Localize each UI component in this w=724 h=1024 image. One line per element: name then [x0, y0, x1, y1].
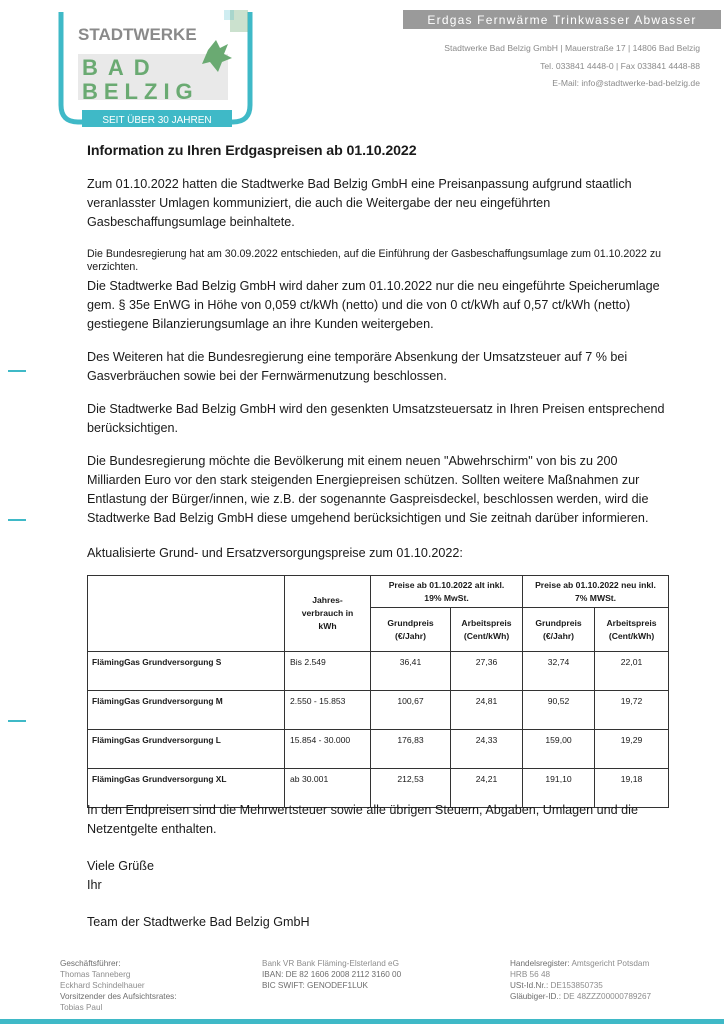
footer-hrb: HRB 56 48	[510, 970, 551, 979]
new-grundpreis: 191,10	[523, 769, 595, 808]
table-row	[88, 691, 669, 730]
price-table	[87, 575, 669, 808]
logo-line1: STADTWERKE	[78, 25, 197, 44]
new-arbeitspreis: 19,72	[595, 691, 669, 730]
fold-mark-1	[8, 370, 26, 372]
sender-line-address: Stadtwerke Bad Belzig GmbH | Mauerstraße 17 | 14806 Bad Belzig	[444, 43, 700, 53]
footer-glaeubiger-label: Gläubiger-ID.:	[510, 992, 561, 1001]
footer-ust-value: DE153850735	[550, 981, 603, 990]
table-row	[88, 730, 669, 769]
old-grundpreis: 36,41	[371, 652, 451, 691]
product-name: FlämingGas Grundversorgung XL	[88, 769, 285, 808]
footer-director-1: Thomas Tanneberg	[60, 970, 131, 979]
old-grundpreis: 176,83	[371, 730, 451, 769]
footer-register	[510, 958, 651, 1002]
stadtwerke-logo	[58, 10, 253, 130]
new-grundpreis: 90,52	[523, 691, 595, 730]
footer-accent-bar	[0, 1019, 724, 1024]
product-name: FlämingGas Grundversorgung L	[88, 730, 285, 769]
paragraph-6: Die Bundesregierung möchte die Bevölkerung mit einem neuen "Abwehrschirm" von bis zu 200 Milliarden Euro vor den stark steigenden Energiepreisen schützen. Sollten weitere Maßnahmen zur Entlastung der Bürger/innen, wie z.B. der sogenannte Gaspreisdeckel, beschlossen werden, wird die Stadtwerke Bad Belzig GmbH diese umgehend berücksichtigen und Sie zeitnah darüber informieren.	[87, 454, 649, 525]
greeting-ihr: Ihr	[87, 878, 102, 892]
letter-body	[87, 143, 669, 563]
new-arbeitspreis: 22,01	[595, 652, 669, 691]
letter-title: Information zu Ihren Erdgaspreisen ab 01.10.2022	[87, 143, 417, 159]
table-row	[88, 652, 669, 691]
new-grundpreis: 159,00	[523, 730, 595, 769]
header-group-old: Preise ab 01.10.2022 alt inkl. 19% MwSt.	[371, 576, 523, 608]
old-arbeitspreis: 27,36	[451, 652, 523, 691]
header-old-arbeitspreis: Arbeitspreis (Cent/kWh)	[451, 608, 523, 652]
footer-bank-name: Bank VR Bank Fläming-Elsterland eG	[262, 959, 399, 968]
header-consumption: Jahres-verbrauch in kWh	[285, 576, 371, 652]
consumption-range: Bis 2.549	[285, 652, 371, 691]
old-arbeitspreis: 24,21	[451, 769, 523, 808]
sender-line-phone: Tel. 033841 4448-0 | Fax 033841 4448-88	[540, 60, 700, 71]
consumption-range: ab 30.001	[285, 769, 371, 808]
old-grundpreis: 212,53	[371, 769, 451, 808]
table-intro: Aktualisierte Grund- und Ersatzversorgungspreise zum 01.10.2022:	[87, 546, 463, 560]
paragraph-3: Die Stadtwerke Bad Belzig GmbH wird daher zum 01.10.2022 nur die neu eingeführte Speicherumlage gem. § 35e EnWG in Höhe von 0,059 ct/kWh (netto) und die von 0 ct/kWh auf 0,57 ct/kWh (netto) gestiegene Bilanzierungsumlage an ihre Kunden weitergeben.	[87, 279, 660, 331]
footer-board-chair: Tobias Paul	[60, 1003, 103, 1012]
paragraph-5: Die Stadtwerke Bad Belzig GmbH wird den gesenkten Umsatzsteuersatz in Ihren Preisen entsprechend berücksichtigen.	[87, 402, 665, 435]
header-group-new: Preise ab 01.10.2022 neu inkl. 7% MWSt.	[523, 576, 669, 608]
price-note: In den Endpreisen sind die Mehrwertsteuer sowie alle übrigen Steuern, Abgaben, Umlagen und die Netzentgelte enthalten.	[87, 803, 638, 836]
footer-label-managing-director: Geschäftsführer:	[60, 959, 121, 968]
footer-bank	[262, 958, 401, 991]
logo-tagline: SEIT ÜBER 30 JAHREN	[102, 115, 212, 126]
footer-management	[60, 958, 177, 1013]
logo-line2: BAD	[82, 55, 160, 80]
footer-glaeubiger-value: DE 48ZZZ00000789267	[563, 992, 652, 1001]
new-arbeitspreis: 19,18	[595, 769, 669, 808]
header-new-arbeitspreis: Arbeitspreis (Cent/kWh)	[595, 608, 669, 652]
fold-mark-3	[8, 720, 26, 722]
product-name: FlämingGas Grundversorgung M	[88, 691, 285, 730]
consumption-range: 15.854 - 30.000	[285, 730, 371, 769]
sender-address	[444, 40, 700, 93]
footer-bic: BIC SWIFT: GENODEF1LUK	[262, 981, 368, 990]
old-arbeitspreis: 24,81	[451, 691, 523, 730]
footer-label-board-chair: Vorsitzender des Aufsichtsrates:	[60, 992, 177, 1001]
greeting: Viele Grüße	[87, 859, 154, 873]
product-name: FlämingGas Grundversorgung S	[88, 652, 285, 691]
paragraph-2: Die Bundesregierung hat am 30.09.2022 entschieden, auf die Einführung der Gasbeschaffungsumlage zum 01.10.2022 zu verzichten.	[87, 248, 662, 273]
paragraph-1: Zum 01.10.2022 hatten die Stadtwerke Bad Belzig GmbH eine Preisanpassung aufgrund staatlich veranlasster Umlagen kommuniziert, die auch die Weitergabe der neu eingeführten Gasbeschaffungsumlage beinhaltete.	[87, 177, 632, 229]
new-grundpreis: 32,74	[523, 652, 595, 691]
header-old-grundpreis: Grundpreis (€/Jahr)	[371, 608, 451, 652]
paragraph-4: Des Weiteren hat die Bundesregierung eine temporäre Absenkung der Umsatzsteuer auf 7 % bei Gasverbräuchen sowie bei der Fernwärmenutzung beschlossen.	[87, 350, 628, 383]
old-arbeitspreis: 24,33	[451, 730, 523, 769]
services-bar: Erdgas Fernwärme Trinkwasser Abwasser	[403, 10, 721, 29]
header-new-grundpreis: Grundpreis (€/Jahr)	[523, 608, 595, 652]
footer-director-2: Eckhard Schindelhauer	[60, 981, 145, 990]
signature: Team der Stadtwerke Bad Belzig GmbH	[87, 915, 310, 929]
header-product	[88, 576, 285, 652]
footer-iban: IBAN: DE 82 1606 2008 2112 3160 00	[262, 970, 402, 979]
letter-closing	[87, 801, 669, 932]
footer-ust-label: USt-Id.Nr.:	[510, 981, 549, 990]
logo-line3: BELZIG	[82, 79, 199, 104]
consumption-range: 2.550 - 15.853	[285, 691, 371, 730]
new-arbeitspreis: 19,29	[595, 730, 669, 769]
fold-mark-2	[8, 519, 26, 521]
footer-register-value: Amtsgericht Potsdam	[571, 959, 650, 968]
old-grundpreis: 100,67	[371, 691, 451, 730]
sender-line-email: E-Mail: info@stadtwerke-bad-belzig.de	[552, 78, 700, 88]
footer-register-label: Handelsregister:	[510, 959, 570, 968]
